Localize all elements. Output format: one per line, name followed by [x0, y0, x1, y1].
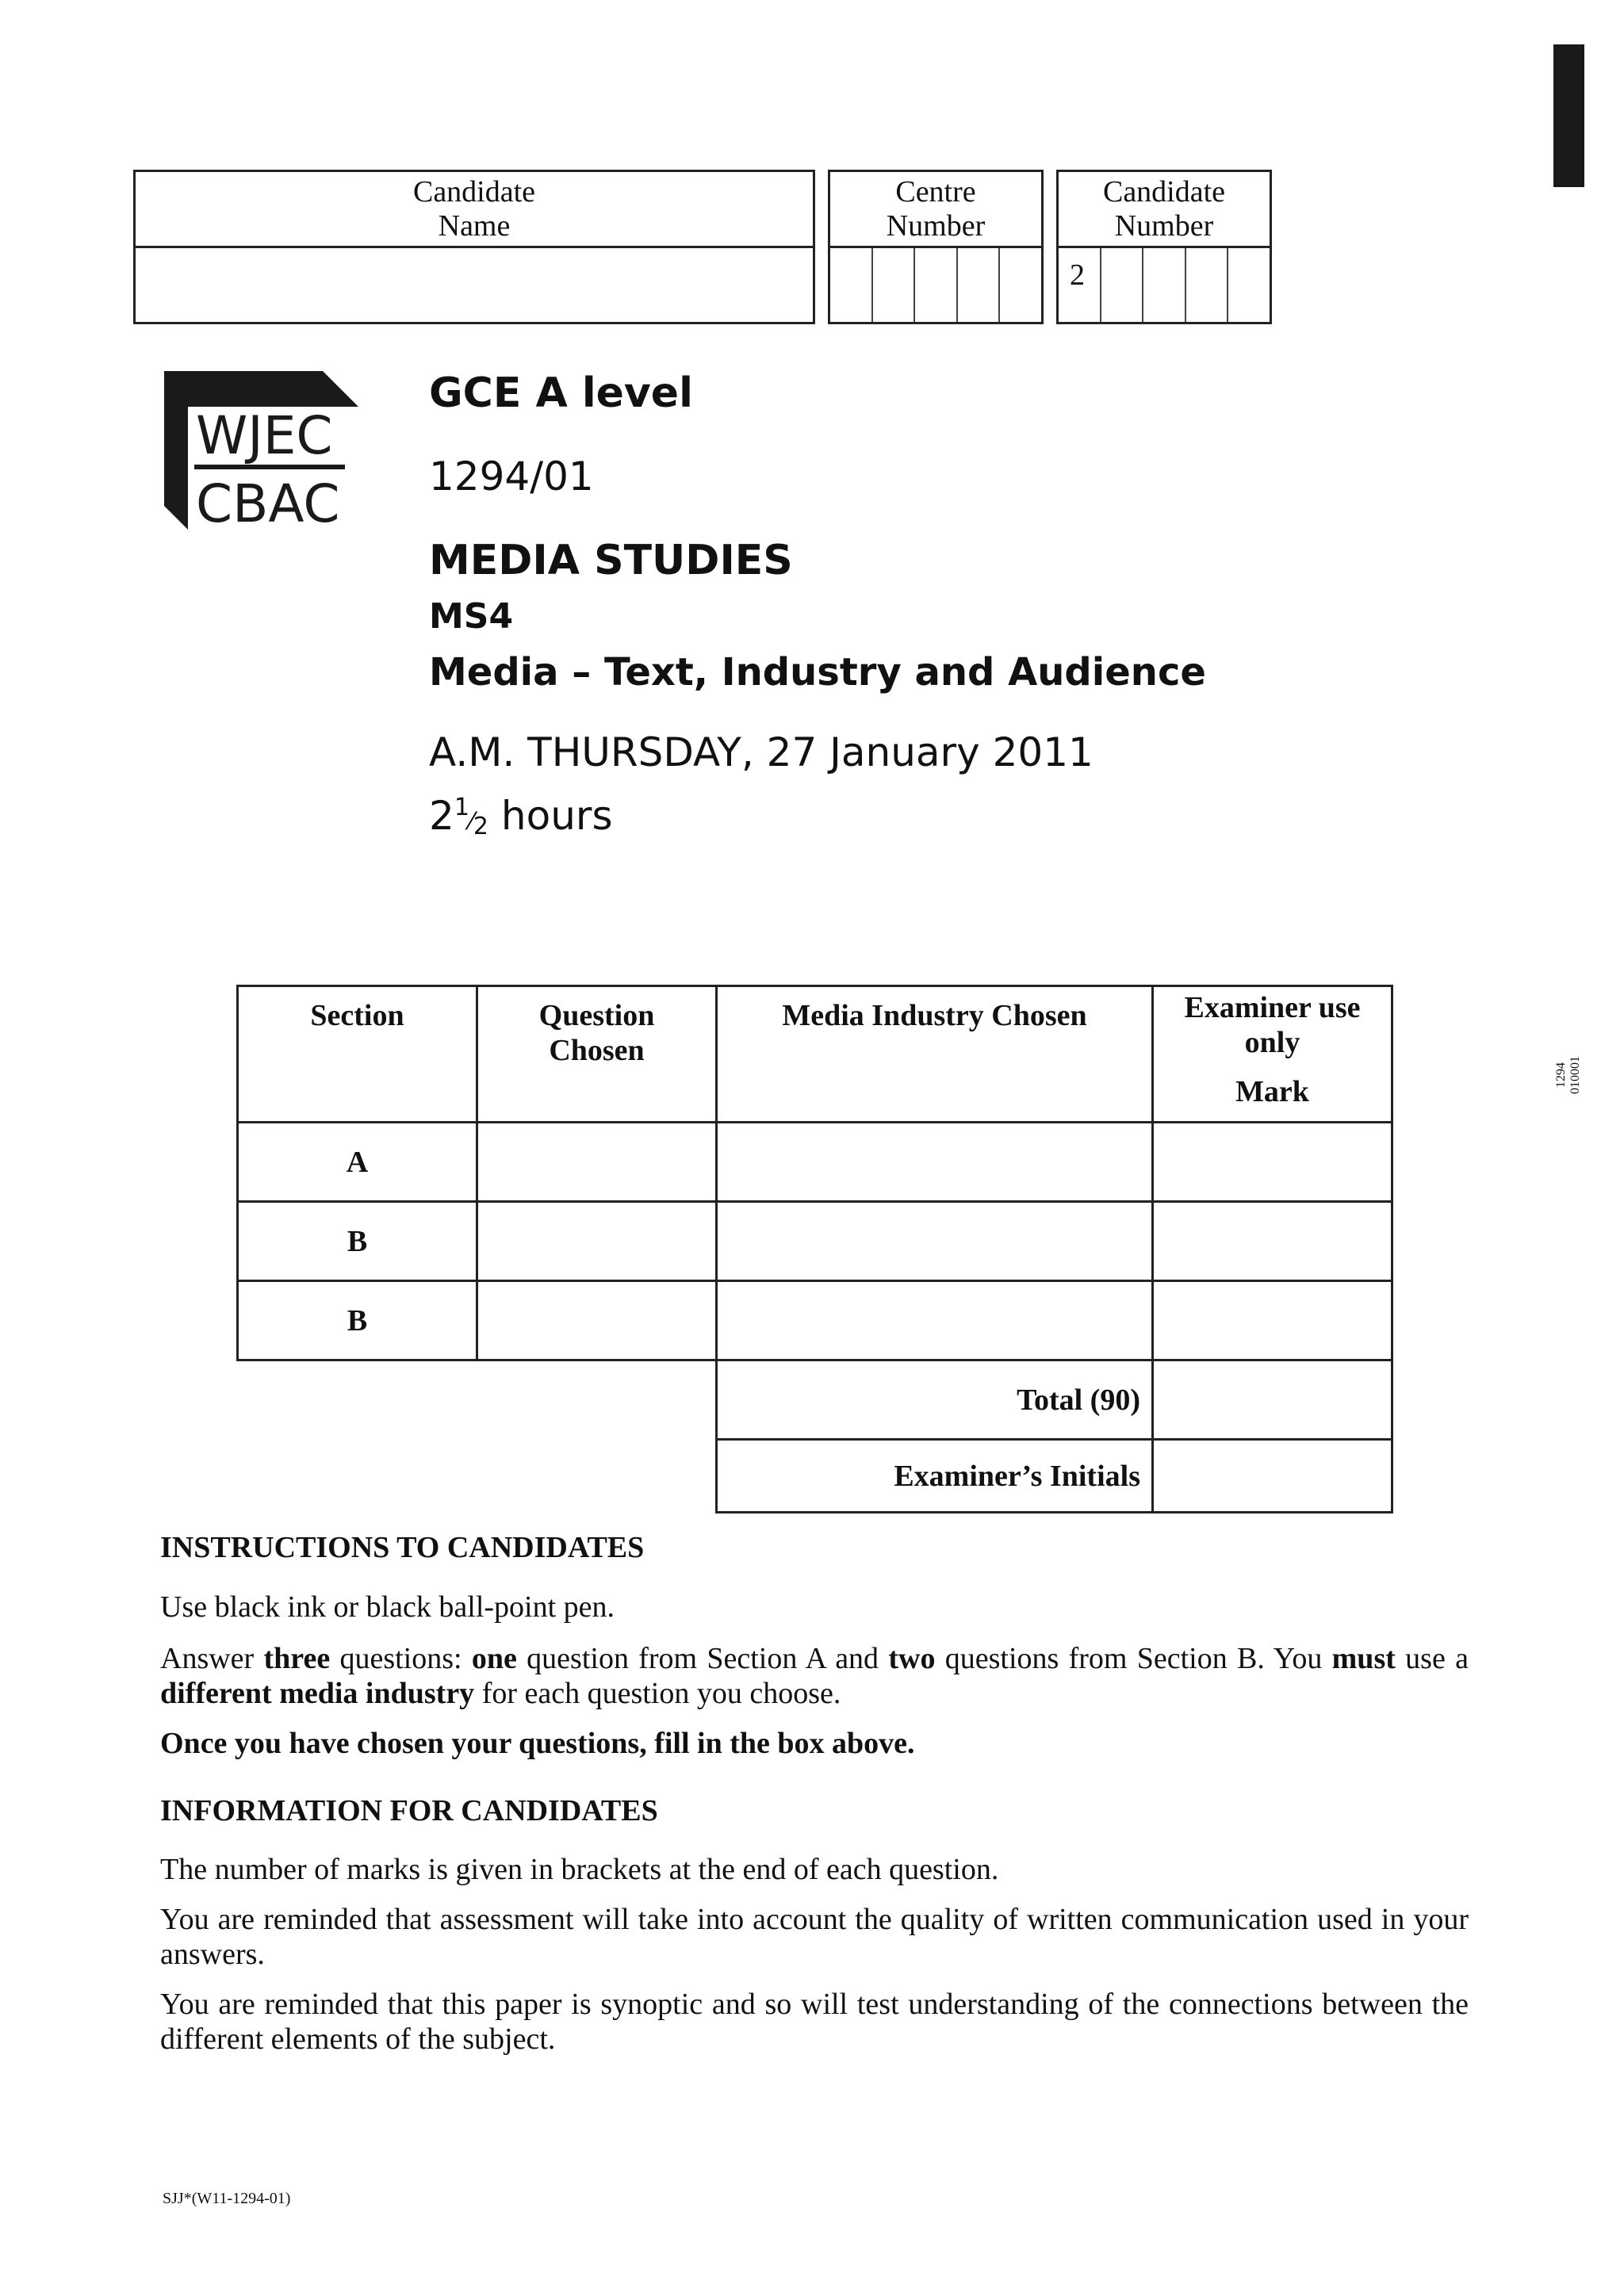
- total-cell: [1153, 1360, 1392, 1440]
- candidate-number-box: [1056, 170, 1272, 324]
- header-media-industry: Media Industry Chosen: [717, 986, 1153, 1123]
- centre-number-field[interactable]: [830, 248, 1041, 322]
- subject-title: MEDIA STUDIES: [429, 537, 793, 584]
- mark-cell: [1153, 1123, 1392, 1202]
- text-run-bold: three: [263, 1642, 331, 1675]
- text-run-bold: must: [1331, 1642, 1396, 1675]
- candidate-name-box: [133, 170, 815, 324]
- black-margin-tab: [1553, 44, 1584, 187]
- question-chosen-cell[interactable]: [477, 1202, 717, 1281]
- row-section-label: B: [238, 1281, 477, 1360]
- footer-code: SJJ*(W11-1294-01): [163, 2190, 291, 2207]
- paper-code: 1294/01: [429, 453, 594, 499]
- question-chosen-cell[interactable]: [477, 1123, 717, 1202]
- question-choice-table: [236, 985, 1393, 1513]
- mark-label: Mark: [1235, 1075, 1309, 1108]
- header-section: Section: [238, 986, 477, 1123]
- row-section-label: B: [238, 1202, 477, 1281]
- examiner-initials-cell: [1153, 1440, 1392, 1513]
- information-p3: You are reminded that this paper is synoptic and so will test understanding of the connections between the different elements of the subject.: [160, 1988, 1469, 2056]
- digit-cell[interactable]: [830, 248, 873, 322]
- media-industry-cell[interactable]: [717, 1123, 1153, 1202]
- empty-cell: [238, 1440, 717, 1513]
- digit-cell[interactable]: [1143, 248, 1186, 322]
- text-run: use a: [1395, 1642, 1469, 1675]
- mark-cell: [1153, 1202, 1392, 1281]
- instructions-p3: Once you have chosen your questions, fill in the box above.: [160, 1727, 915, 1760]
- centre-number-label: Centre Number: [830, 172, 1041, 248]
- text-run: for each question you choose.: [474, 1677, 841, 1710]
- header-examiner-use: [1153, 986, 1392, 1123]
- instructions-p1: Use black ink or black ball-point pen.: [160, 1590, 615, 1624]
- digit-cell[interactable]: [915, 248, 958, 322]
- information-heading: INFORMATION FOR CANDIDATES: [160, 1794, 658, 1827]
- wjec-cbac-logo: [164, 371, 358, 530]
- digit-cell[interactable]: [873, 248, 916, 322]
- digit-cell[interactable]: [1228, 248, 1270, 322]
- digit-cell[interactable]: [1101, 248, 1144, 322]
- examiner-use-label: Examiner use only: [1184, 991, 1361, 1059]
- candidate-name-field[interactable]: [136, 248, 813, 322]
- duration-numerator: 1: [454, 794, 469, 821]
- candidate-number-label: Candidate Number: [1059, 172, 1270, 248]
- mark-cell: [1153, 1281, 1392, 1360]
- exam-duration: $2^1⁄2$ hours: [429, 793, 613, 840]
- exam-level: GCE A level: [429, 369, 693, 417]
- information-p1: The number of marks is given in brackets at the end of each question.: [160, 1853, 999, 1886]
- instructions-p2: [160, 1641, 1469, 1711]
- text-run-bold: different media industry: [160, 1677, 475, 1710]
- examiner-initials-label: Examiner’s Initials: [717, 1440, 1153, 1513]
- text-run: question from Section A and: [516, 1642, 889, 1675]
- duration-denominator: 2: [473, 813, 489, 840]
- instructions-heading: INSTRUCTIONS TO CANDIDATES: [160, 1531, 645, 1564]
- question-chosen-cell[interactable]: [477, 1281, 717, 1360]
- unit-title: Media – Text, Industry and Audience: [429, 650, 1206, 695]
- candidate-number-field[interactable]: [1059, 248, 1270, 322]
- text-run: Answer: [160, 1642, 264, 1675]
- header-question-chosen: Question Chosen: [477, 986, 717, 1123]
- side-code: [1554, 1056, 1583, 1094]
- information-p2: You are reminded that assessment will take into account the quality of written communication used in your answers.: [160, 1903, 1469, 1971]
- unit-code: MS4: [429, 596, 514, 637]
- side-code-line2: 010001: [1568, 1056, 1582, 1094]
- text-run-bold: one: [471, 1642, 517, 1675]
- duration-unit: hours: [500, 793, 613, 839]
- digit-cell-prefix: 2: [1059, 248, 1101, 322]
- total-label: Total (90): [717, 1360, 1153, 1440]
- text-run-bold: two: [888, 1642, 936, 1675]
- candidate-name-label: Candidate Name: [136, 172, 813, 248]
- digit-cell[interactable]: [958, 248, 1001, 322]
- media-industry-cell[interactable]: [717, 1202, 1153, 1281]
- duration-whole: 2: [429, 793, 454, 839]
- digit-cell[interactable]: [1000, 248, 1041, 322]
- exam-date: A.M. THURSDAY, 27 January 2011: [429, 729, 1094, 775]
- digit-cell[interactable]: [1186, 248, 1229, 322]
- row-section-label: A: [238, 1123, 477, 1202]
- centre-number-box: [828, 170, 1044, 324]
- logo-text-wjec: WJEC: [196, 405, 333, 466]
- logo-text-cbac: CBAC: [196, 473, 340, 530]
- media-industry-cell[interactable]: [717, 1281, 1153, 1360]
- empty-cell: [238, 1360, 717, 1440]
- side-code-line1: 1294: [1554, 1062, 1568, 1088]
- text-run: questions from Section B. You: [935, 1642, 1332, 1675]
- text-run: questions:: [330, 1642, 472, 1675]
